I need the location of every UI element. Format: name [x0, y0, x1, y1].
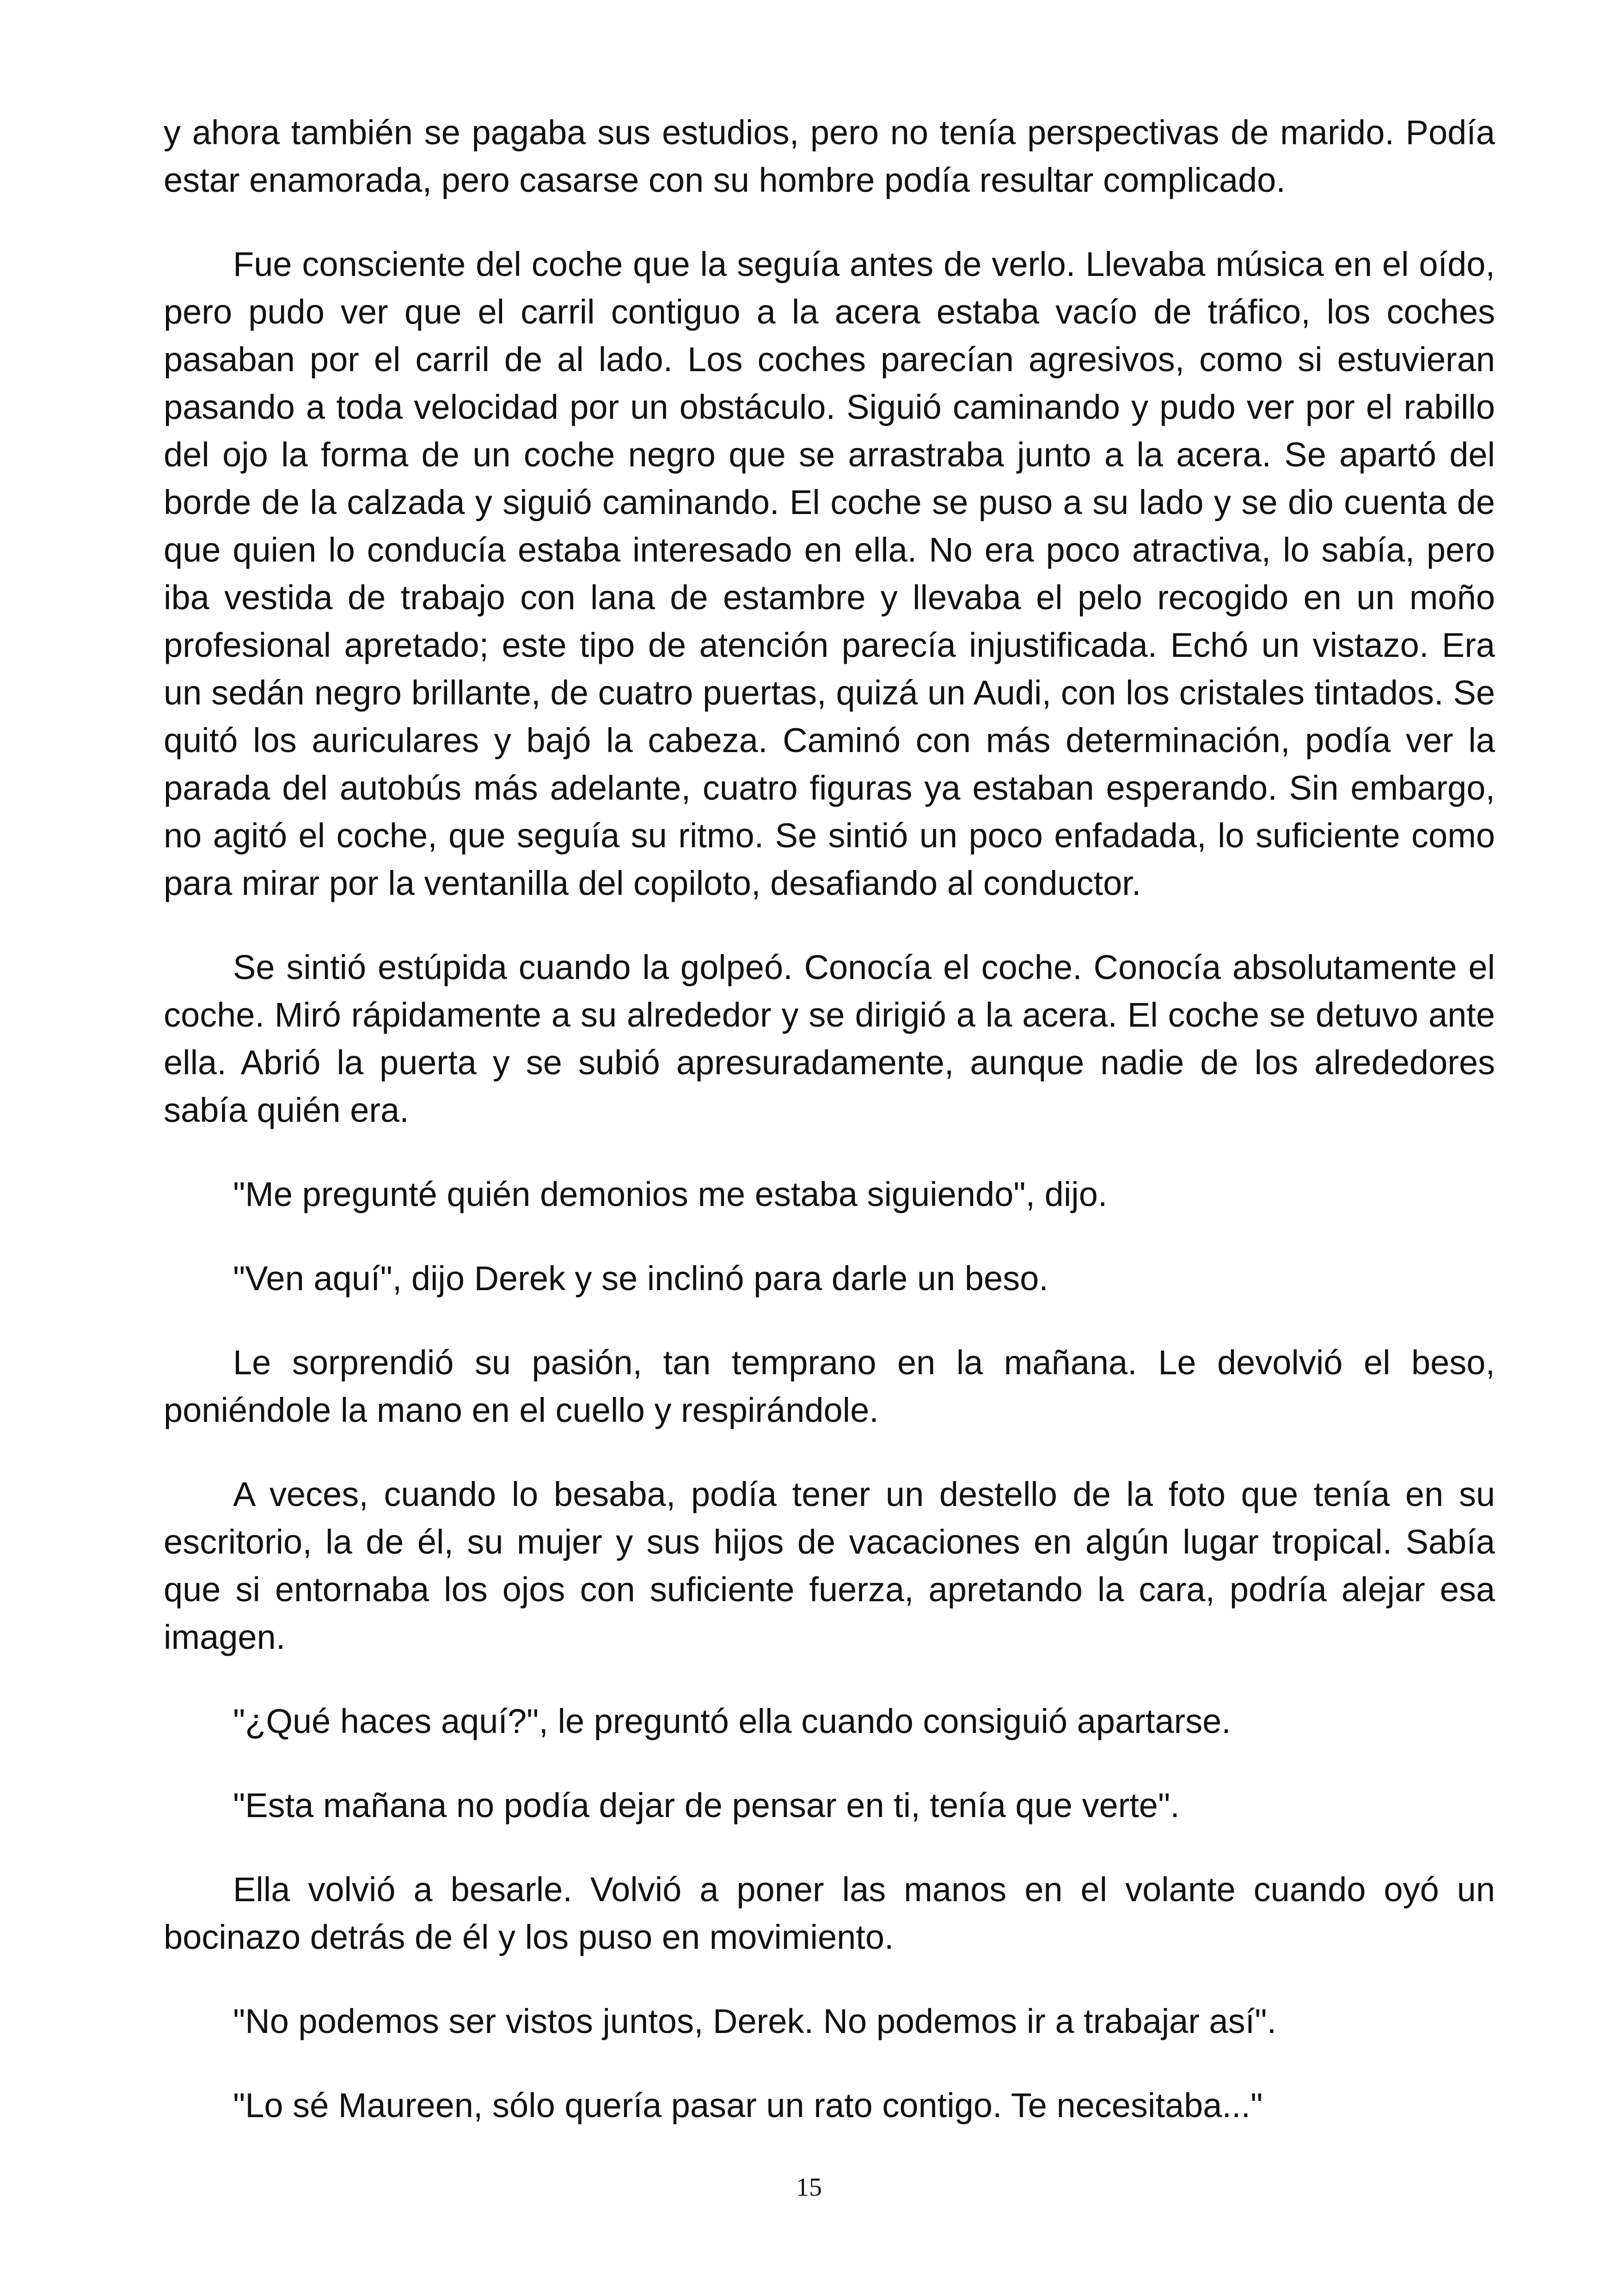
paragraph: "Esta mañana no podía dejar de pensar en ti, tenía que verte".	[233, 1786, 1180, 1825]
body-text	[164, 109, 1495, 2166]
page-number: 15	[796, 2173, 822, 2202]
paragraph: "Lo sé Maureen, sólo quería pasar un rato contigo. Te necesitaba..."	[233, 2086, 1263, 2125]
paragraph: Ella volvió a besarle. Volvió a poner las manos en el volante cuando oyó un bocinazo detrás de él y los puso en movimiento.	[164, 1870, 1495, 1956]
paragraph: Fue consciente del coche que la seguía antes de verlo. Llevaba música en el oído, pero pudo ver que el carril contiguo a la acera estaba vacío de tráfico, los coches pasaban por el carril de al lado. Los coches parecían agresivos, como si estuvieran pasando a toda velocidad por un obstáculo. Siguió caminando y pudo ver por el rabillo del ojo la forma de un coche negro que se arrastraba junto a la acera. Se apartó del borde de la calzada y siguió caminando. El coche se puso a su lado y se dio cuenta de que quien lo conducía estaba interesado en ella. No era poco atractiva, lo sabía, pero iba vestida de trabajo con lana de estambre y llevaba el pelo recogido en un moño profesional apretado; este tipo de atención parecía injustificada. Echó un vistazo. Era un sedán negro brillante, de cuatro puertas, quizá un Audi, con los cristales tintados. Se quitó los auriculares y bajó la cabeza. Caminó con más determinación, podía ver la parada del autobús más adelante, cuatro figuras ya estaban esperando. Sin embargo, no agitó el coche, que seguía su ritmo. Se sintió un poco enfadada, lo suficiente como para mirar por la ventanilla del copiloto, desafiando al conductor.	[164, 245, 1495, 902]
paragraph: Se sintió estúpida cuando la golpeó. Conocía el coche. Conocía absolutamente el coche. Miró rápidamente a su alrededor y se dirigió a la acera. El coche se detuvo ante ella. Abrió la puerta y se subió apresuradamente, aunque nadie de los alrededores sabía quién era.	[164, 948, 1495, 1129]
paragraph: y ahora también se pagaba sus estudios, pero no tenía perspectivas de marido. Podía estar enamorada, pero casarse con su hombre podía resultar complicado.	[164, 113, 1495, 199]
paragraph: "No podemos ser vistos juntos, Derek. No podemos ir a trabajar así".	[233, 2002, 1277, 2040]
paragraph: A veces, cuando lo besaba, podía tener un destello de la foto que tenía en su escritorio, la de él, su mujer y sus hijos de vacaciones en algún lugar tropical. Sabía que si entornaba los ojos con suficiente fuerza, apretando la cara, podría alejar esa imagen.	[164, 1475, 1495, 1656]
paragraph: "Me pregunté quién demonios me estaba siguiendo", dijo.	[233, 1175, 1108, 1213]
paragraph: Le sorprendió su pasión, tan temprano en la mañana. Le devolvió el beso, poniéndole la mano en el cuello y respirándole.	[164, 1343, 1495, 1429]
paragraph: "Ven aquí", dijo Derek y se inclinó para darle un beso.	[233, 1259, 1048, 1298]
paragraph: "¿Qué haces aquí?", le preguntó ella cuando consiguió apartarse.	[233, 1702, 1231, 1740]
